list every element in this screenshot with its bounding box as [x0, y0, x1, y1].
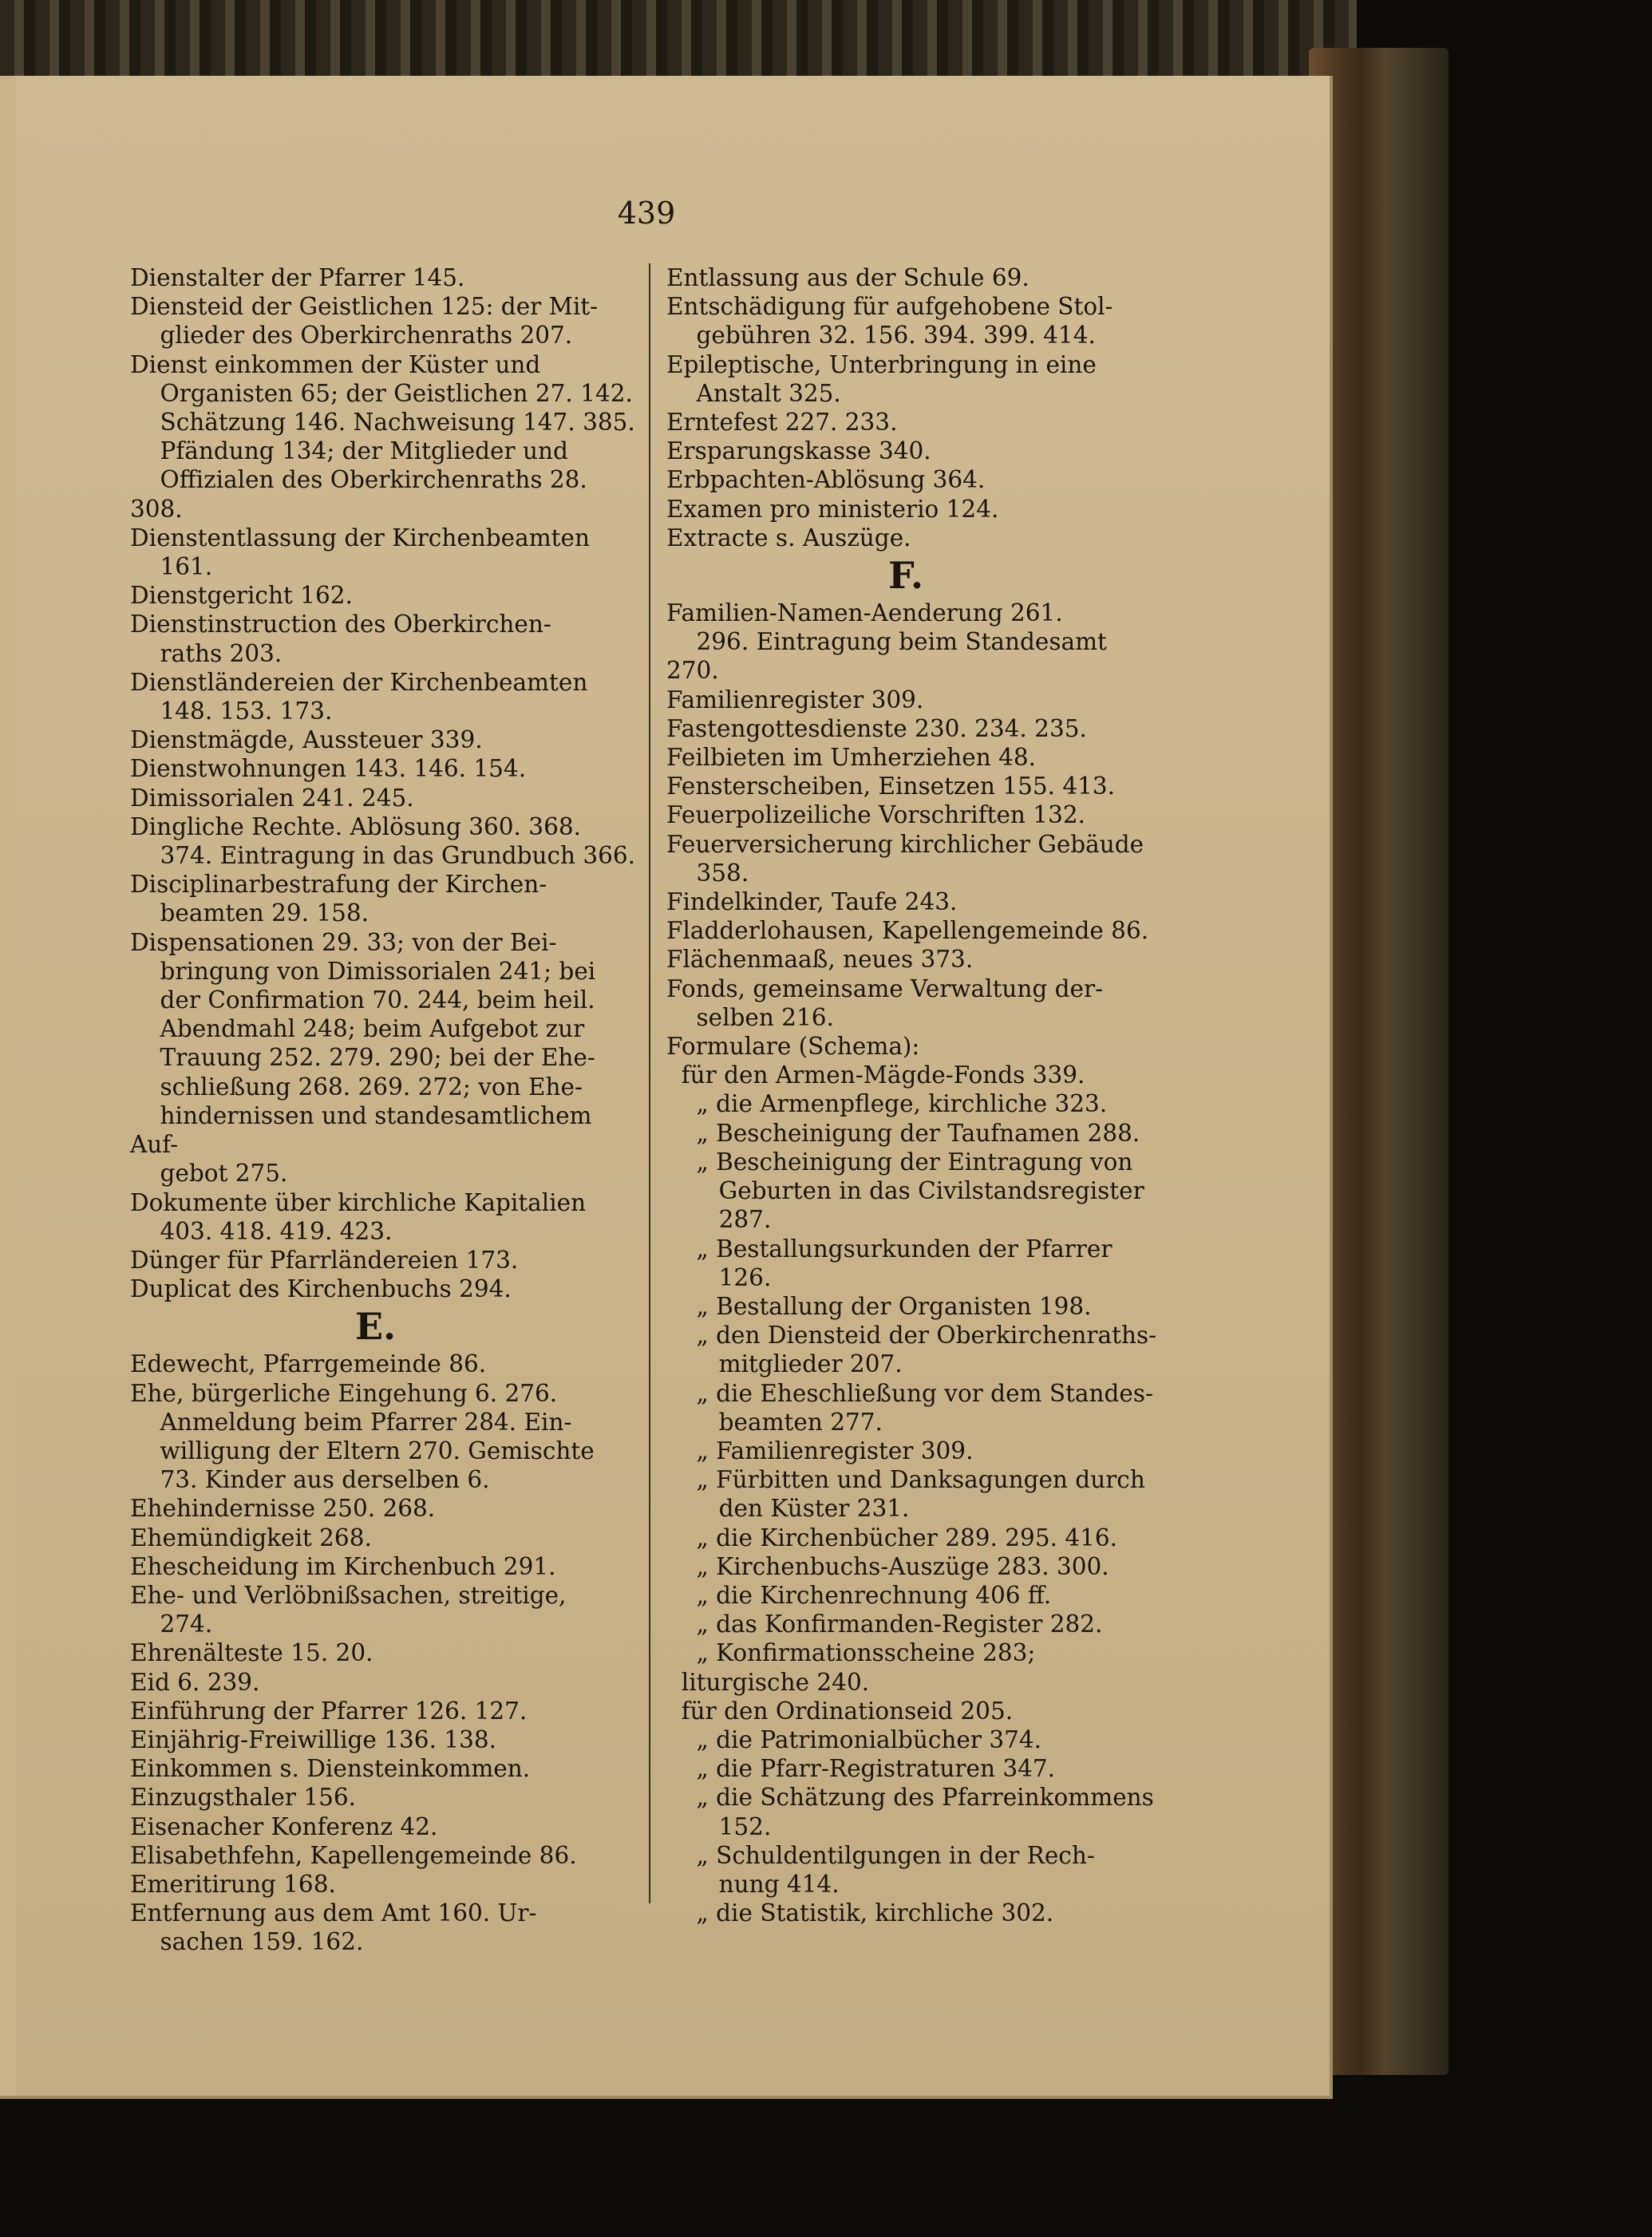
index-entry-line: beamten 277. [666, 1408, 883, 1436]
index-entry-line: „ Bescheinigung der Taufnamen 288. [666, 1119, 1140, 1147]
index-entry-line: Erntefest 227. 233. [666, 409, 898, 437]
index-entry-line: Dienstalter der Pfarrer 145. [130, 264, 465, 291]
index-entry-line: Entschädigung für aufgehobene Stol- [666, 293, 1113, 321]
section-heading-e: E. [354, 1305, 397, 1349]
index-entry-line: „ die Armenpflege, kirchliche 323. [666, 1090, 1108, 1118]
index-entry-line: Fensterscheiben, Einsetzen 155. 413. [666, 773, 1116, 800]
index-entry-line: 403. 418. 419. 423. [130, 1217, 393, 1245]
index-entry-line: der Confirmation 70. 244, beim heil. [130, 986, 595, 1014]
index-entry-line: Formulare (Schema): [666, 1033, 920, 1061]
index-entry-line: für den Ordinationseid 205. [666, 1697, 1014, 1725]
index-entry-line: Dienstentlassung der Kirchenbeamten [130, 524, 590, 551]
index-entry-line: 161. [130, 553, 213, 581]
index-entry-line: „ Kirchenbuchs-Auszüge 283. 300. [666, 1552, 1109, 1580]
column-divider [649, 263, 650, 1903]
index-entry-line: Entfernung aus dem Amt 160. Ur- [130, 1899, 537, 1927]
index-entry-line: sachen 159. 162. [130, 1928, 364, 1956]
index-entry-line: Dienstgericht 162. [130, 582, 353, 610]
index-entry-line: Dingliche Rechte. Ablösung 360. 368. [130, 812, 581, 840]
index-entry-line: Ersparungskasse 340. [666, 437, 931, 465]
index-entry-line: „ die Kirchenrechnung 406 ff. [666, 1581, 1052, 1609]
index-entry-line: „ die Kirchenbücher 289. 295. 416. [666, 1524, 1118, 1551]
index-entry-line: Flächenmaaß, neues 373. [666, 946, 974, 974]
index-entry-line: Fonds, gemeinsame Verwaltung der- [666, 974, 1104, 1002]
index-entry-line: „ die Pfarr-Registraturen 347. [666, 1755, 1056, 1783]
index-group-f [666, 599, 1161, 1927]
index-entry-line: Ehe- und Verlöbnißsachen, streitige, [130, 1581, 567, 1609]
index-entry-line: Einführung der Pfarrer 126. 127. [130, 1697, 528, 1725]
index-entry-line: „ Bescheinigung der Eintragung von [666, 1148, 1133, 1176]
index-entry-line: selben 216. [666, 1003, 834, 1031]
index-entry-line: Organisten 65; der Geistlichen 27. 142. [130, 379, 633, 407]
index-entry-line: den Küster 231. [666, 1495, 910, 1523]
index-entry-line: „ Familienregister 309. [666, 1437, 974, 1464]
index-entry-line: willigung der Eltern 270. Gemischte [130, 1437, 595, 1464]
index-entry-line: Entlassung aus der Schule 69. [666, 264, 1030, 291]
index-entry-line: 126. [666, 1263, 772, 1291]
index-entry-line: „ die Patrimonialbücher 374. [666, 1725, 1042, 1753]
index-entry-line: Feilbieten im Umherziehen 48. [666, 744, 1037, 772]
index-entry-line: Anmeldung beim Pfarrer 284. Ein- [130, 1408, 572, 1436]
index-entry-line: Fladderlohausen, Kapellengemeinde 86. [666, 917, 1149, 945]
index-column-right [666, 263, 1161, 1927]
index-entry-line: für den Armen-Mägde-Fonds 339. [666, 1061, 1085, 1089]
index-entry-line: schließung 268. 269. 272; von Ehe- [130, 1073, 583, 1101]
index-entry-line: Schätzung 146. Nachweisung 147. 385. [130, 409, 635, 437]
index-entry-line: hindernissen und standesamtlichem Auf- [130, 1101, 599, 1159]
index-entry-line: Offizialen des Oberkirchenraths 28. 308. [130, 466, 595, 523]
index-entry-line: Edewecht, Pfarrgemeinde 86. [130, 1350, 487, 1378]
index-entry-line: „ Bestallung der Organisten 198. [666, 1292, 1092, 1320]
index-entry-line: Extracte s. Auszüge. [666, 524, 911, 551]
index-entry-line: gebühren 32. 156. 394. 399. 414. [666, 322, 1096, 350]
index-entry-line: 73. Kinder aus derselben 6. [130, 1466, 490, 1494]
index-entry-line: Abendmahl 248; beim Aufgebot zur [130, 1015, 585, 1043]
index-entry-line: „ Fürbitten und Danksagungen durch [666, 1466, 1145, 1494]
index-entry-line: „ Konfirmationsscheine 283; [666, 1639, 1036, 1667]
section-heading-f: F. [887, 554, 924, 598]
index-entry-line: Duplicat des Kirchenbuchs 294. [130, 1275, 512, 1303]
index-entry-line: bringung von Dimissorialen 241; bei [130, 957, 596, 985]
index-entry-line: „ die Statistik, kirchliche 302. [666, 1899, 1054, 1927]
book-cover-top [0, 0, 1357, 88]
index-entry-line: Dienstländereien der Kirchenbeamten [130, 668, 588, 696]
index-entry-line: Dispensationen 29. 33; von der Bei- [130, 928, 557, 956]
index-entry-line: Anstalt 325. [666, 379, 841, 407]
index-entry-line: Trauung 252. 279. 290; bei der Ehe- [130, 1044, 595, 1072]
index-entry-line: gebot 275. [130, 1160, 288, 1188]
index-entry-line: liturgische 240. [666, 1668, 870, 1696]
index-entry-line: Dünger für Pfarrländereien 173. [130, 1246, 519, 1274]
index-entry-line: Findelkinder, Taufe 243. [666, 888, 958, 916]
index-entry-line: Familien-Namen-Aenderung 261. [666, 599, 1063, 627]
index-entry-line: mitglieder 207. [666, 1350, 903, 1378]
index-entry-line: Feuerpolizeiliche Vorschriften 132. [666, 801, 1085, 829]
index-entry-line: 274. [130, 1611, 213, 1638]
index-entry-line: 296. Eintragung beim Standesamt 270. [666, 628, 1115, 685]
index-entry-line: Ehescheidung im Kirchenbuch 291. [130, 1552, 556, 1580]
index-entry-line: Geburten in das Civilstandsregister [666, 1177, 1144, 1205]
page-number: 439 [617, 196, 676, 231]
index-entry-line: Dienstinstruction des Oberkirchen- [130, 611, 551, 638]
index-entry-line: 148. 153. 173. [130, 698, 333, 725]
index-entry-line: nung 414. [666, 1870, 840, 1898]
index-entry-line: Dokumente über kirchliche Kapitalien [130, 1188, 587, 1216]
index-entry-line: raths 203. [130, 639, 283, 667]
index-entry-line: Ehemündigkeit 268. [130, 1524, 372, 1551]
index-entry-line: Eisenacher Konferenz 42. [130, 1812, 438, 1840]
index-entry-line: Ehe, bürgerliche Eingehung 6. 276. [130, 1379, 558, 1407]
index-entry-line: 152. [666, 1812, 772, 1840]
index-entry-line: Dimissorialen 241. 245. [130, 784, 414, 812]
index-entry-line: glieder des Oberkirchenraths 207. [130, 322, 573, 350]
index-entry-line: „ die Eheschließung vor dem Standes- [666, 1379, 1153, 1407]
index-entry-line: Eid 6. 239. [130, 1668, 260, 1696]
index-entry-line: Ehehindernisse 250. 268. [130, 1495, 436, 1523]
index-group-e [130, 1350, 637, 1956]
index-entry-line: „ die Schätzung des Pfarreinkommens [666, 1784, 1154, 1812]
index-entry-line: Emeritirung 168. [130, 1870, 336, 1898]
index-group-d [130, 263, 637, 1303]
index-group-e-continued [666, 263, 1161, 552]
index-entry-line: Einzugsthaler 156. [130, 1784, 357, 1812]
index-entry-line: Einkommen s. Diensteinkommen. [130, 1755, 531, 1783]
index-entry-line: 287. [666, 1206, 772, 1234]
index-entry-line: Pfändung 134; der Mitglieder und [130, 437, 568, 465]
index-entry-line: Dienstmägde, Aussteuer 339. [130, 726, 483, 754]
index-entry-line: Diensteid der Geistlichen 125: der Mit- [130, 293, 599, 321]
index-entry-line: Fastengottesdienste 230. 234. 235. [666, 714, 1087, 742]
index-entry-line: Dienst einkommen der Küster und [130, 350, 541, 378]
index-entry-line: Ehrenälteste 15. 20. [130, 1639, 373, 1667]
index-entry-line: „ Bestallungsurkunden der Pfarrer [666, 1235, 1113, 1263]
index-entry-line: Erbpachten-Ablösung 364. [666, 466, 986, 494]
index-entry-line: 374. Eintragung in das Grundbuch 366. [130, 842, 636, 870]
index-entry-line: Feuerversicherung kirchlicher Gebäude [666, 830, 1144, 858]
index-entry-line: Dienstwohnungen 143. 146. 154. [130, 755, 527, 783]
index-entry-line: Einjährig-Freiwillige 136. 138. [130, 1725, 497, 1753]
index-entry-line: Disciplinarbestrafung der Kirchen- [130, 871, 547, 899]
index-entry-line: „ den Diensteid der Oberkirchenraths- [666, 1322, 1157, 1350]
index-entry-line: Epileptische, Unterbringung in eine [666, 350, 1097, 378]
index-entry-line: „ Schuldentilgungen in der Rech- [666, 1841, 1095, 1869]
index-entry-line: „ das Konfirmanden-Register 282. [666, 1611, 1103, 1638]
index-entry-line: beamten 29. 158. [130, 899, 370, 927]
index-entry-line: Elisabethfehn, Kapellengemeinde 86. [130, 1841, 577, 1869]
index-entry-line: Examen pro ministerio 124. [666, 495, 999, 523]
index-entry-line: Familienregister 309. [666, 686, 924, 713]
index-column-left [130, 263, 637, 1957]
index-entry-line: 358. [666, 859, 749, 887]
